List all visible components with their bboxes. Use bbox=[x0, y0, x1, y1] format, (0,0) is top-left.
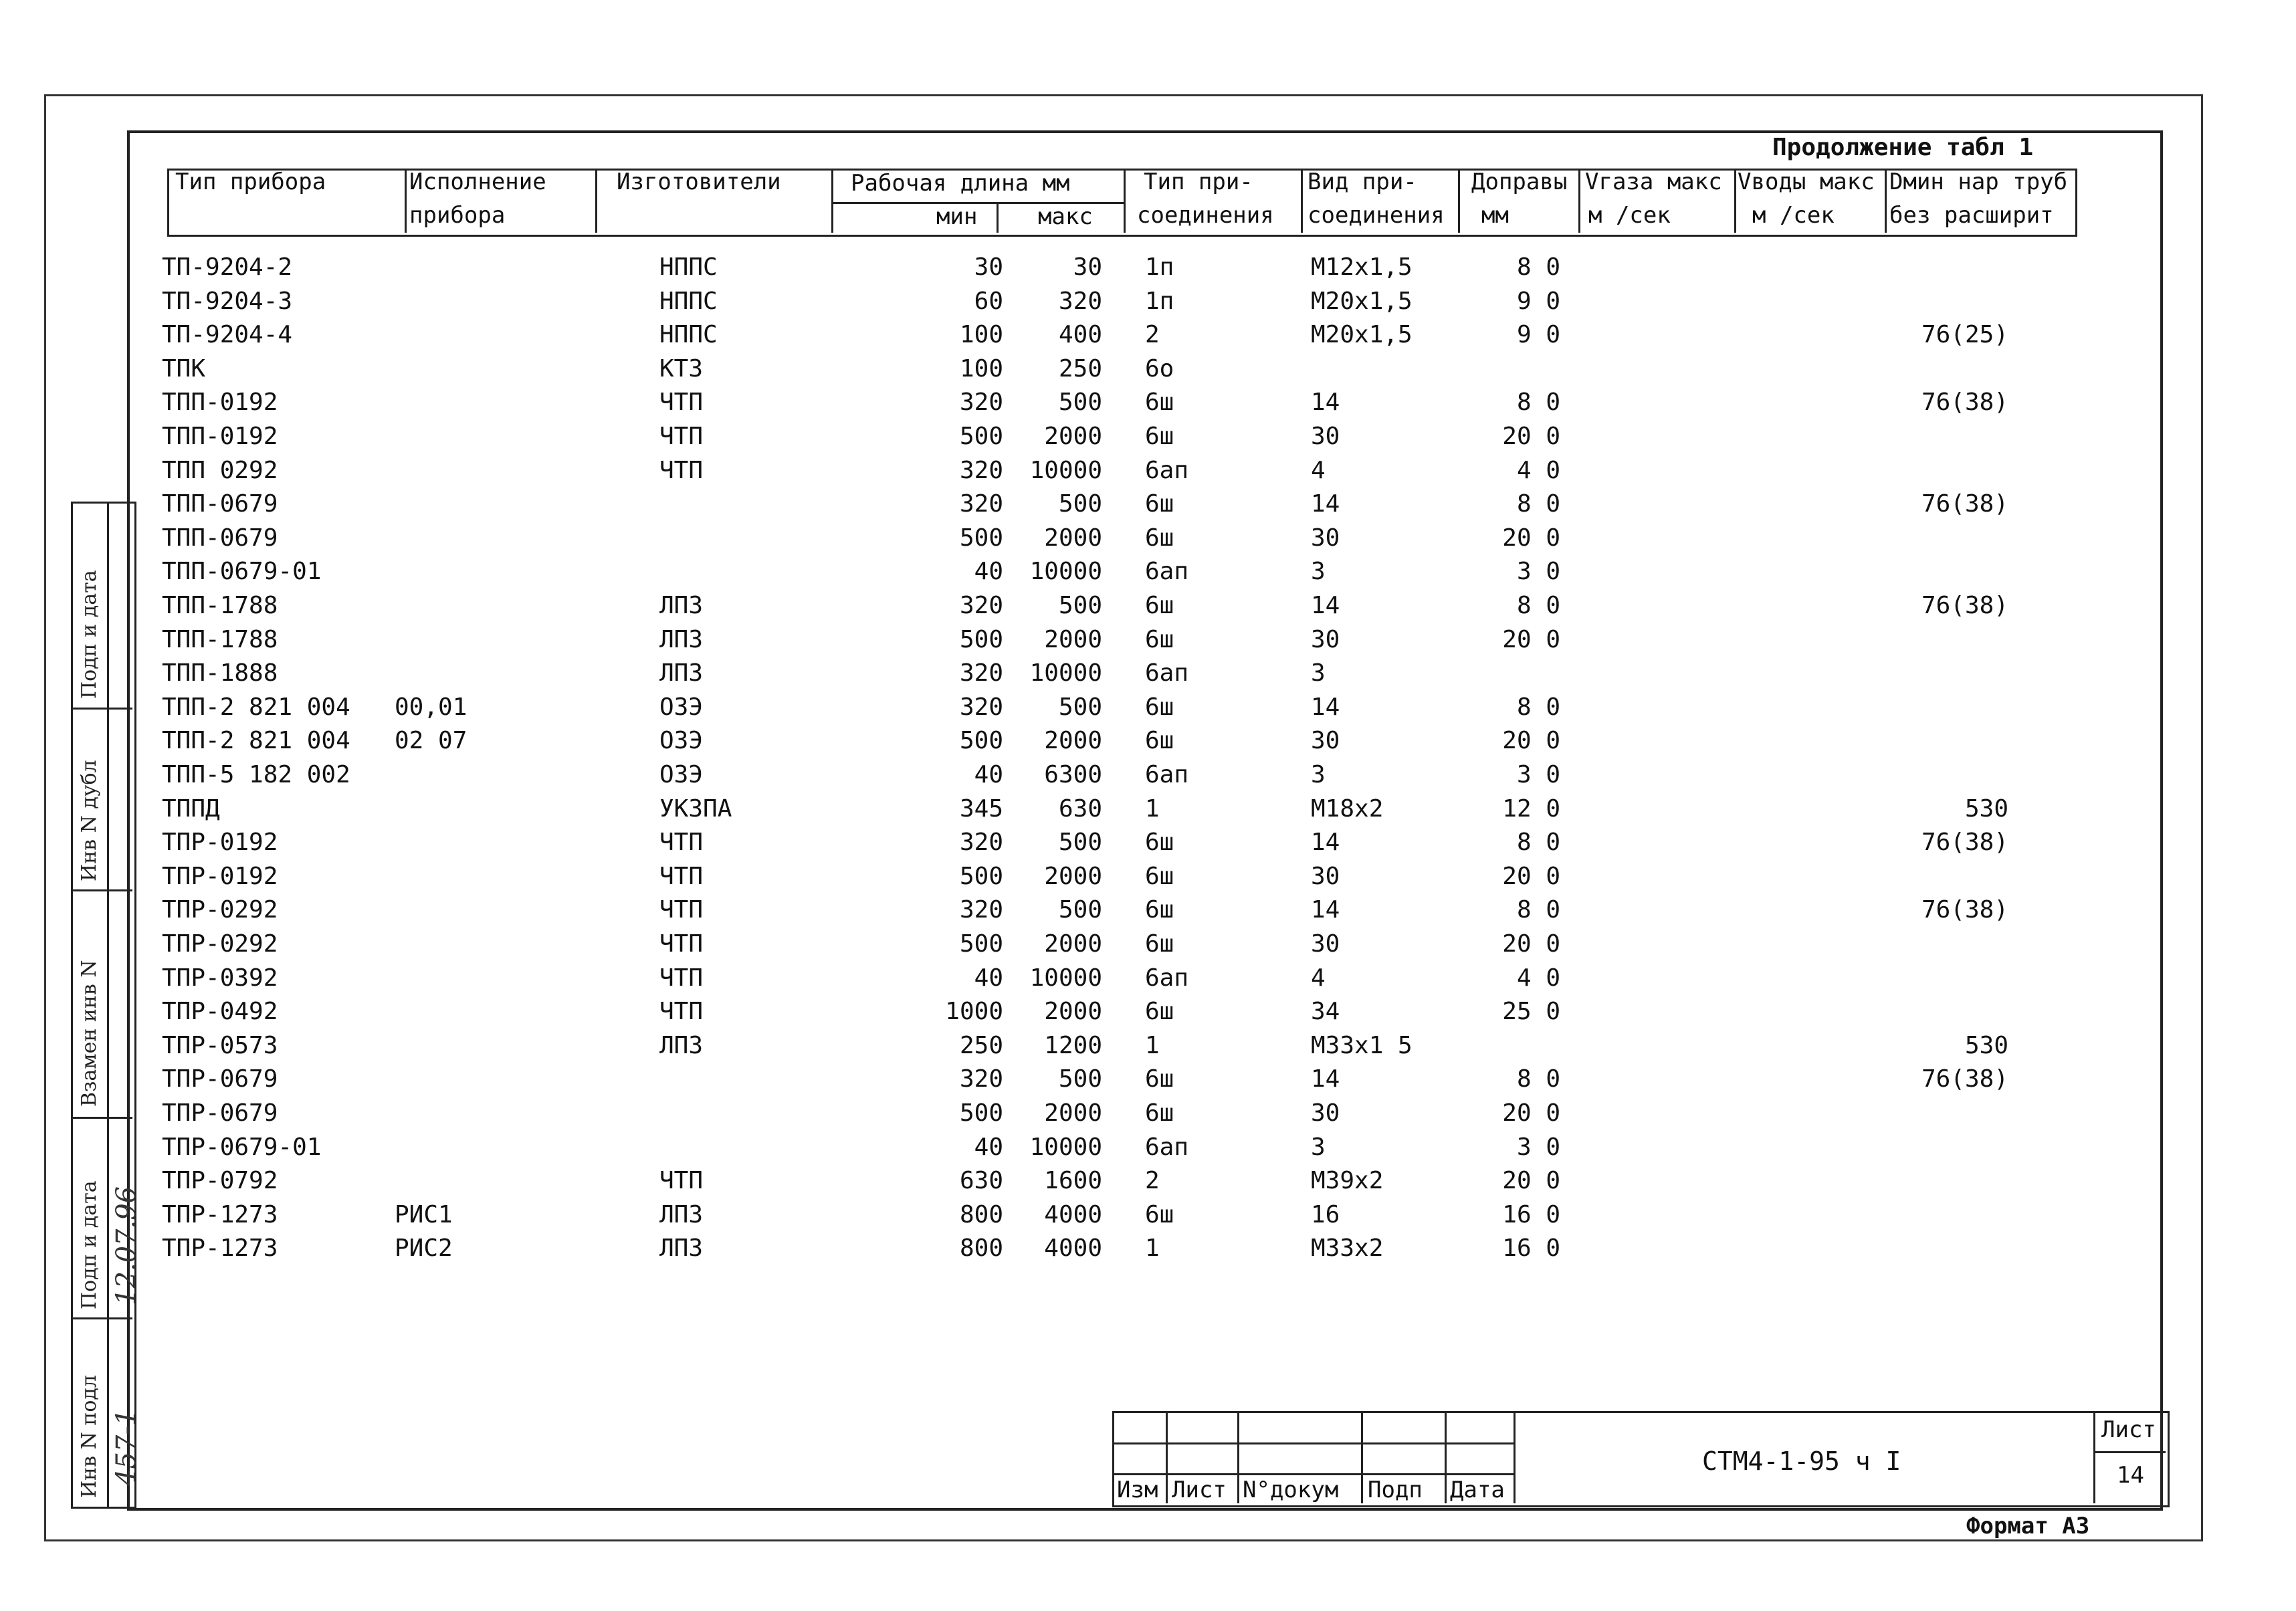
cell-conn: 1 bbox=[1145, 1234, 1160, 1263]
cell-max: 10000 bbox=[1029, 1133, 1102, 1161]
cell-maker: ЛПЗ bbox=[659, 592, 704, 619]
cell-min: 800 bbox=[959, 1234, 1003, 1263]
sign-date-handwritten: 12.07.96 bbox=[111, 1186, 142, 1305]
cell-kind: 30 bbox=[1311, 1099, 1340, 1127]
table-row bbox=[0, 386, 2296, 419]
cell-dop: 8 0 bbox=[1516, 1065, 1560, 1093]
sheet-number: 14 bbox=[2117, 1462, 2144, 1489]
cell-conn: 6ш bbox=[1145, 693, 1174, 721]
cell-kind: 30 bbox=[1311, 524, 1340, 552]
cell-dop: 16 0 bbox=[1502, 1234, 1560, 1263]
title-grid-line bbox=[2093, 1411, 2095, 1503]
cell-min: 100 bbox=[959, 321, 1003, 349]
cell-min: 320 bbox=[959, 693, 1003, 721]
cell-maker: ЧТП bbox=[659, 389, 704, 417]
table-row bbox=[0, 995, 2296, 1029]
cell-max: 1600 bbox=[1044, 1167, 1102, 1195]
table-row bbox=[0, 893, 2296, 927]
table-row bbox=[0, 860, 2296, 893]
cell-maker: НППС bbox=[659, 253, 718, 281]
header-divider bbox=[1885, 169, 1887, 233]
cell-min: 500 bbox=[959, 625, 1003, 653]
cell-min: 500 bbox=[959, 524, 1003, 552]
table-row bbox=[0, 522, 2296, 555]
table-row bbox=[0, 657, 2296, 690]
header-vgas-1: Vгаза макс bbox=[1585, 169, 1722, 195]
cell-type: ТПР-0573 bbox=[162, 1031, 278, 1059]
cell-kind: 3 bbox=[1311, 558, 1326, 586]
cell-min: 500 bbox=[959, 862, 1003, 890]
replace-inv-label: Взамен инв N bbox=[78, 960, 101, 1107]
cell-conn: 6ш bbox=[1145, 930, 1174, 958]
header-conn-1: Тип при- bbox=[1144, 169, 1253, 195]
cell-min: 320 bbox=[959, 896, 1003, 924]
cell-conn: 6ап bbox=[1145, 964, 1189, 992]
cell-kind: М12х1,5 bbox=[1311, 253, 1413, 281]
table-row bbox=[0, 758, 2296, 792]
cell-min: 320 bbox=[959, 659, 1003, 687]
title-doc-no: N°докум bbox=[1243, 1477, 1339, 1503]
cell-kind: М33х2 bbox=[1311, 1234, 1384, 1263]
table-row bbox=[0, 1029, 2296, 1063]
cell-dop: 4 0 bbox=[1516, 456, 1560, 484]
cell-min: 320 bbox=[959, 389, 1003, 417]
cell-max: 4000 bbox=[1044, 1234, 1102, 1263]
cell-dop: 3 0 bbox=[1516, 1133, 1560, 1161]
cell-conn: 6о bbox=[1145, 354, 1174, 383]
cell-type: ТПП-0679 bbox=[162, 490, 278, 518]
cell-type: ТПР-0292 bbox=[162, 930, 278, 958]
cell-dmin: 76(38) bbox=[1921, 829, 2008, 857]
header-conn-2: соединения bbox=[1137, 202, 1274, 229]
cell-min: 800 bbox=[959, 1200, 1003, 1228]
cell-conn: 6ш bbox=[1145, 625, 1174, 653]
header-divider bbox=[1458, 169, 1460, 233]
cell-type: ТПП-2 821 004 bbox=[162, 727, 350, 755]
cell-dop: 20 0 bbox=[1502, 1167, 1560, 1195]
cell-max: 1200 bbox=[1044, 1031, 1102, 1059]
cell-maker: ЧТП bbox=[659, 896, 704, 924]
cell-min: 40 bbox=[974, 964, 1003, 992]
title-grid-line bbox=[1445, 1411, 1447, 1503]
cell-kind: 3 bbox=[1311, 659, 1326, 687]
cell-type: ТПР-0679 bbox=[162, 1099, 278, 1127]
cell-dop: 16 0 bbox=[1502, 1200, 1560, 1228]
cell-max: 2000 bbox=[1044, 423, 1102, 450]
cell-maker: ЛПЗ bbox=[659, 659, 704, 687]
cell-maker: ЛПЗ bbox=[659, 1031, 704, 1059]
header-kind-1: Вид при- bbox=[1308, 169, 1417, 195]
cell-type: ТПП-0679-01 bbox=[162, 558, 322, 586]
cell-maker: ЧТП bbox=[659, 998, 704, 1026]
cell-conn: 2 bbox=[1145, 321, 1160, 349]
table-row bbox=[0, 555, 2296, 588]
cell-dop: 20 0 bbox=[1502, 862, 1560, 890]
cell-max: 2000 bbox=[1044, 1099, 1102, 1127]
cell-dop: 20 0 bbox=[1502, 930, 1560, 958]
cell-max: 630 bbox=[1058, 794, 1102, 823]
cell-exec: РИС1 bbox=[395, 1200, 453, 1228]
orig-inv-label: Инв N подл bbox=[78, 1375, 101, 1498]
header-divider bbox=[405, 169, 407, 233]
cell-conn: 6ап bbox=[1145, 456, 1189, 484]
cell-type: ТП-9204-4 bbox=[162, 321, 293, 349]
table-row bbox=[0, 826, 2296, 859]
cell-dop: 8 0 bbox=[1516, 253, 1560, 281]
cell-dop: 20 0 bbox=[1502, 727, 1560, 755]
cell-dop: 9 0 bbox=[1516, 321, 1560, 349]
cell-dop: 8 0 bbox=[1516, 829, 1560, 857]
cell-maker: ЧТП bbox=[659, 456, 704, 484]
cell-max: 250 bbox=[1058, 354, 1102, 383]
cell-maker: ЧТП bbox=[659, 862, 704, 890]
cell-min: 630 bbox=[959, 1167, 1003, 1195]
cell-kind: 30 bbox=[1311, 862, 1340, 890]
cell-conn: 1 bbox=[1145, 794, 1160, 823]
title-grid-line bbox=[1166, 1411, 1168, 1503]
cell-conn: 6ш bbox=[1145, 862, 1174, 890]
header-vgas-2: м /сек bbox=[1588, 202, 1671, 229]
cell-kind: 30 bbox=[1311, 727, 1340, 755]
header-divider bbox=[831, 169, 833, 233]
table-row bbox=[0, 691, 2296, 724]
cell-max: 2000 bbox=[1044, 625, 1102, 653]
header-exec-2: прибора bbox=[409, 202, 506, 229]
title-grid-line bbox=[1237, 1411, 1239, 1503]
cell-conn: 1 bbox=[1145, 1031, 1160, 1059]
cell-dop: 20 0 bbox=[1502, 423, 1560, 450]
sign-date-label-1: Подп и дата bbox=[78, 570, 101, 699]
cell-conn: 6ш bbox=[1145, 524, 1174, 552]
table-row bbox=[0, 1164, 2296, 1198]
cell-type: ТПР-0492 bbox=[162, 998, 278, 1026]
header-divider bbox=[1301, 169, 1303, 233]
title-grid-line bbox=[1361, 1411, 1363, 1503]
header-min: мин bbox=[936, 203, 978, 230]
cell-type: ТПР-0792 bbox=[162, 1167, 278, 1195]
cell-dop: 8 0 bbox=[1516, 693, 1560, 721]
cell-dmin: 76(25) bbox=[1921, 321, 2008, 349]
header-type: Тип прибора bbox=[175, 169, 326, 195]
cell-max: 500 bbox=[1058, 896, 1102, 924]
cell-min: 100 bbox=[959, 354, 1003, 383]
cell-type: ТПР-0292 bbox=[162, 896, 278, 924]
cell-maker: ЧТП bbox=[659, 930, 704, 958]
cell-type: ТПР-0192 bbox=[162, 829, 278, 857]
cell-type: ТПК bbox=[162, 354, 206, 383]
cell-conn: 6ш bbox=[1145, 592, 1174, 619]
table-row bbox=[0, 1097, 2296, 1130]
cell-max: 2000 bbox=[1044, 727, 1102, 755]
header-divider bbox=[1124, 169, 1126, 233]
cell-kind: М18х2 bbox=[1311, 794, 1384, 823]
cell-type: ТПП-0192 bbox=[162, 423, 278, 450]
title-podp: Подп bbox=[1368, 1477, 1423, 1503]
cell-max: 30 bbox=[1073, 253, 1102, 281]
cell-maker: ЧТП bbox=[659, 1167, 704, 1195]
cell-min: 40 bbox=[974, 761, 1003, 788]
cell-conn: 1п bbox=[1145, 287, 1174, 315]
cell-type: ТППД bbox=[162, 794, 220, 823]
cell-type: ТП-9204-3 bbox=[162, 287, 293, 315]
table-row bbox=[0, 1198, 2296, 1232]
cell-kind: 4 bbox=[1311, 964, 1326, 992]
cell-min: 500 bbox=[959, 727, 1003, 755]
cell-kind: 14 bbox=[1311, 592, 1340, 619]
cell-exec: РИС2 bbox=[395, 1234, 453, 1263]
cell-min: 60 bbox=[974, 287, 1003, 315]
cell-min: 320 bbox=[959, 1065, 1003, 1093]
cell-type: ТП-9204-2 bbox=[162, 253, 293, 281]
cell-conn: 6ш bbox=[1145, 1065, 1174, 1093]
cell-max: 10000 bbox=[1029, 964, 1102, 992]
header-dmin-1: Dмин нар труб bbox=[1889, 169, 2068, 195]
header-divider bbox=[997, 202, 999, 233]
cell-min: 320 bbox=[959, 490, 1003, 518]
orig-inv-handwritten: 457-1 bbox=[111, 1408, 142, 1486]
cell-min: 30 bbox=[974, 253, 1003, 281]
cell-kind: 14 bbox=[1311, 829, 1340, 857]
cell-dop: 8 0 bbox=[1516, 389, 1560, 417]
cell-dmin: 530 bbox=[1964, 794, 2008, 823]
cell-dop: 3 0 bbox=[1516, 761, 1560, 788]
cell-dmin: 76(38) bbox=[1921, 1065, 2008, 1093]
cell-type: ТПР-1273 bbox=[162, 1234, 278, 1263]
cell-max: 2000 bbox=[1044, 524, 1102, 552]
header-divider bbox=[1578, 169, 1580, 233]
header-vin-1: Vводы макс bbox=[1738, 169, 1875, 195]
cell-conn: 6ш bbox=[1145, 1099, 1174, 1127]
cell-kind: 3 bbox=[1311, 761, 1326, 788]
title-date: Дата bbox=[1450, 1477, 1505, 1503]
table-row bbox=[0, 352, 2296, 386]
header-vin-2: м /сек bbox=[1752, 202, 1835, 229]
cell-conn: 6ш bbox=[1145, 1200, 1174, 1228]
continuation-label: Продолжение табл 1 bbox=[1772, 134, 2034, 161]
cell-maker: ЛПЗ bbox=[659, 1200, 704, 1228]
document-code: СТМ4-1-95 ч I bbox=[1702, 1446, 1901, 1476]
sign-date-label-2: Подп и дата bbox=[78, 1180, 101, 1309]
cell-dmin: 76(38) bbox=[1921, 490, 2008, 518]
cell-maker: ЛПЗ bbox=[659, 625, 704, 653]
cell-kind: М20х1,5 bbox=[1311, 287, 1413, 315]
table-row bbox=[0, 420, 2296, 453]
cell-type: ТПП 0292 bbox=[162, 456, 278, 484]
cell-min: 1000 bbox=[945, 998, 1003, 1026]
cell-dop: 20 0 bbox=[1502, 625, 1560, 653]
cell-maker: ЧТП bbox=[659, 423, 704, 450]
cell-conn: 6ап bbox=[1145, 558, 1189, 586]
cell-conn: 6ш bbox=[1145, 829, 1174, 857]
cell-exec: 00,01 bbox=[395, 693, 467, 721]
cell-dop: 3 0 bbox=[1516, 558, 1560, 586]
cell-maker: КТЗ bbox=[659, 354, 704, 383]
cell-min: 320 bbox=[959, 592, 1003, 619]
cell-kind: М33х1 5 bbox=[1311, 1031, 1413, 1059]
header-dop-1: Доправы bbox=[1471, 169, 1568, 195]
cell-conn: 6ш bbox=[1145, 896, 1174, 924]
cell-dmin: 76(38) bbox=[1921, 389, 2008, 417]
cell-type: ТПР-0192 bbox=[162, 862, 278, 890]
cell-dop: 25 0 bbox=[1502, 998, 1560, 1026]
cell-conn: 6ш bbox=[1145, 490, 1174, 518]
cell-dop: 20 0 bbox=[1502, 1099, 1560, 1127]
sheet-label: Лист bbox=[2101, 1416, 2156, 1443]
cell-kind: 30 bbox=[1311, 423, 1340, 450]
cell-maker: ОЗЭ bbox=[659, 693, 704, 721]
header-exec-1: Исполнение bbox=[409, 169, 546, 195]
cell-min: 500 bbox=[959, 930, 1003, 958]
cell-min: 40 bbox=[974, 558, 1003, 586]
cell-kind: М39х2 bbox=[1311, 1167, 1384, 1195]
cell-max: 10000 bbox=[1029, 558, 1102, 586]
table-row bbox=[0, 251, 2296, 284]
cell-type: ТПП-2 821 004 bbox=[162, 693, 350, 721]
header-divider bbox=[1734, 169, 1736, 233]
cell-conn: 6ш bbox=[1145, 998, 1174, 1026]
cell-max: 2000 bbox=[1044, 998, 1102, 1026]
cell-dop: 8 0 bbox=[1516, 592, 1560, 619]
cell-kind: 14 bbox=[1311, 896, 1340, 924]
cell-type: ТПП-0192 bbox=[162, 389, 278, 417]
cell-min: 500 bbox=[959, 423, 1003, 450]
cell-type: ТПП-5 182 002 bbox=[162, 761, 350, 788]
cell-type: ТПР-1273 bbox=[162, 1200, 278, 1228]
cell-max: 6300 bbox=[1044, 761, 1102, 788]
table-row bbox=[0, 792, 2296, 826]
cell-min: 500 bbox=[959, 1099, 1003, 1127]
cell-max: 500 bbox=[1058, 1065, 1102, 1093]
cell-type: ТПП-1788 bbox=[162, 625, 278, 653]
cell-dmin: 76(38) bbox=[1921, 592, 2008, 619]
cell-dmin: 530 bbox=[1964, 1031, 2008, 1059]
cell-conn: 6ап bbox=[1145, 761, 1189, 788]
cell-kind: М20х1,5 bbox=[1311, 321, 1413, 349]
cell-kind: 4 bbox=[1311, 456, 1326, 484]
table-row bbox=[0, 962, 2296, 995]
header-dmin-2: без расширит bbox=[1889, 202, 2054, 229]
cell-max: 10000 bbox=[1029, 659, 1102, 687]
cell-maker: ОЗЭ bbox=[659, 727, 704, 755]
cell-maker: НППС bbox=[659, 321, 718, 349]
cell-maker: УКЗПА bbox=[659, 794, 732, 823]
cell-max: 500 bbox=[1058, 389, 1102, 417]
table-row bbox=[0, 1063, 2296, 1096]
cell-conn: 1п bbox=[1145, 253, 1174, 281]
cell-kind: 30 bbox=[1311, 625, 1340, 653]
header-divider bbox=[595, 169, 597, 233]
table-row bbox=[0, 724, 2296, 758]
cell-conn: 6ш bbox=[1145, 423, 1174, 450]
cell-type: ТПП-1788 bbox=[162, 592, 278, 619]
title-grid-line bbox=[2093, 1451, 2166, 1453]
table-row bbox=[0, 623, 2296, 657]
cell-max: 500 bbox=[1058, 693, 1102, 721]
cell-maker: НППС bbox=[659, 287, 718, 315]
cell-kind: 14 bbox=[1311, 693, 1340, 721]
cell-dop: 12 0 bbox=[1502, 794, 1560, 823]
title-izm: Изм bbox=[1117, 1477, 1158, 1503]
header-kind-2: соединения bbox=[1308, 202, 1445, 229]
cell-exec: 02 07 bbox=[395, 727, 467, 755]
cell-maker: ОЗЭ bbox=[659, 761, 704, 788]
cell-min: 320 bbox=[959, 456, 1003, 484]
cell-type: ТПР-0679-01 bbox=[162, 1133, 322, 1161]
cell-max: 2000 bbox=[1044, 862, 1102, 890]
cell-max: 4000 bbox=[1044, 1200, 1102, 1228]
cell-kind: 16 bbox=[1311, 1200, 1340, 1228]
cell-min: 320 bbox=[959, 829, 1003, 857]
cell-dmin: 76(38) bbox=[1921, 896, 2008, 924]
header-maker: Изготовители bbox=[617, 169, 781, 195]
cell-type: ТПР-0679 bbox=[162, 1065, 278, 1093]
table-row bbox=[0, 454, 2296, 488]
header-dop-2: мм bbox=[1481, 202, 1509, 229]
table-row bbox=[0, 1131, 2296, 1164]
cell-kind: 14 bbox=[1311, 389, 1340, 417]
cell-kind: 14 bbox=[1311, 490, 1340, 518]
cell-max: 500 bbox=[1058, 829, 1102, 857]
cell-dop: 20 0 bbox=[1502, 524, 1560, 552]
cell-kind: 14 bbox=[1311, 1065, 1340, 1093]
cell-max: 400 bbox=[1058, 321, 1102, 349]
cell-max: 320 bbox=[1058, 287, 1102, 315]
cell-type: ТПП-1888 bbox=[162, 659, 278, 687]
cell-max: 2000 bbox=[1044, 930, 1102, 958]
title-grid-line bbox=[1112, 1473, 1514, 1475]
cell-min: 250 bbox=[959, 1031, 1003, 1059]
cell-conn: 6ш bbox=[1145, 389, 1174, 417]
cell-min: 345 bbox=[959, 794, 1003, 823]
cell-conn: 6ш bbox=[1145, 727, 1174, 755]
cell-dop: 4 0 bbox=[1516, 964, 1560, 992]
header-max: макс bbox=[1038, 203, 1093, 230]
cell-conn: 2 bbox=[1145, 1167, 1160, 1195]
cell-dop: 8 0 bbox=[1516, 896, 1560, 924]
table-row bbox=[0, 589, 2296, 623]
cell-dop: 9 0 bbox=[1516, 287, 1560, 315]
cell-conn: 6ап bbox=[1145, 659, 1189, 687]
title-grid-line bbox=[1514, 1411, 1516, 1503]
cell-max: 500 bbox=[1058, 592, 1102, 619]
cell-max: 500 bbox=[1058, 490, 1102, 518]
cell-kind: 30 bbox=[1311, 930, 1340, 958]
cell-dop: 8 0 bbox=[1516, 490, 1560, 518]
table-row bbox=[0, 285, 2296, 318]
cell-type: ТПП-0679 bbox=[162, 524, 278, 552]
table-row bbox=[0, 318, 2296, 352]
cell-maker: ЧТП bbox=[659, 829, 704, 857]
dup-inv-label: Инв N дубл bbox=[78, 760, 101, 881]
cell-maker: ЛПЗ bbox=[659, 1234, 704, 1263]
title-grid-line bbox=[1112, 1442, 1514, 1444]
cell-kind: 3 bbox=[1311, 1133, 1326, 1161]
cell-max: 10000 bbox=[1029, 456, 1102, 484]
table-row bbox=[0, 1232, 2296, 1265]
title-list: Лист bbox=[1172, 1477, 1227, 1503]
cell-maker: ЧТП bbox=[659, 964, 704, 992]
side-strip-separator bbox=[71, 1317, 132, 1319]
cell-kind: 34 bbox=[1311, 998, 1340, 1026]
format-label: Формат А3 bbox=[1966, 1513, 2090, 1539]
table-row bbox=[0, 928, 2296, 961]
header-length: Рабочая длина мм bbox=[851, 170, 1070, 197]
table-row bbox=[0, 488, 2296, 521]
cell-type: ТПР-0392 bbox=[162, 964, 278, 992]
cell-min: 40 bbox=[974, 1133, 1003, 1161]
cell-conn: 6ап bbox=[1145, 1133, 1189, 1161]
